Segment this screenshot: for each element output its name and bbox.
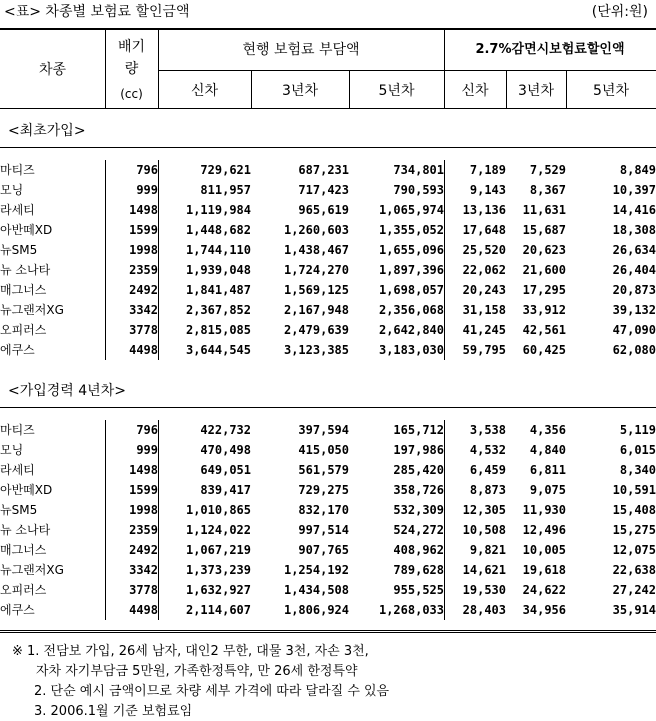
dis-5y-cell: 15,275 (612, 523, 656, 537)
dis-3y-cell: 20,623 (522, 243, 566, 257)
dis-3y-cell: 24,622 (522, 583, 566, 597)
table-row (0, 500, 656, 520)
cur-new-cell: 1,448,682 (185, 223, 251, 237)
table-row (0, 580, 656, 600)
dis-new-cell: 10,508 (462, 523, 506, 537)
dis-5y-cell: 47,090 (612, 323, 656, 337)
dis-5y-cell: 10,397 (612, 183, 656, 197)
dis-5y-cell: 8,340 (619, 463, 656, 477)
dis-new-cell: 17,648 (462, 223, 506, 237)
dis-new-cell: 59,795 (462, 343, 506, 357)
vehicle-cell: 마티즈 (0, 423, 35, 437)
dis-3y-cell: 42,561 (522, 323, 566, 337)
table-row (0, 320, 656, 340)
dis-new-cell: 9,821 (469, 543, 506, 557)
vehicle-cell: 모닝 (0, 183, 24, 197)
header-displacement-2: 량 (124, 61, 139, 77)
table-row (0, 240, 656, 260)
dis-3y-cell: 15,687 (522, 223, 566, 237)
vehicle-cell: 오피러스 (0, 583, 47, 597)
table-row (0, 600, 656, 620)
cc-cell: 2492 (129, 283, 158, 297)
header-sub-cur-5y: 5년차 (378, 83, 415, 99)
dis-5y-cell: 35,914 (612, 603, 656, 617)
cur-3y-cell: 415,050 (298, 443, 349, 457)
footnote-2: 2. 단순 예시 금액이므로 차량 세부 가격에 따라 달라질 수 있음 (34, 684, 390, 699)
cur-3y-cell: 3,123,385 (283, 343, 349, 357)
header-mid-rule (158, 70, 656, 71)
cur-new-cell: 1,632,927 (185, 583, 251, 597)
cur-5y-cell: 955,525 (393, 583, 444, 597)
cc-cell: 1498 (129, 203, 158, 217)
cc-cell: 3778 (129, 583, 158, 597)
header-displacement-unit: (cc) (120, 87, 143, 101)
cc-cell: 796 (136, 423, 158, 437)
dis-5y-cell: 10,591 (612, 483, 656, 497)
cc-cell: 3778 (129, 323, 158, 337)
footnote-1-line2: 자차 자기부담금 5만원, 가족한정특약, 만 26세 한정특약 (36, 664, 358, 679)
header-sub-dis-5y: 5년차 (593, 83, 629, 99)
table-row (0, 420, 656, 440)
dis-3y-cell: 19,618 (522, 563, 566, 577)
dis-3y-cell: 7,529 (529, 163, 566, 177)
dis-5y-cell: 8,849 (619, 163, 656, 177)
vehicle-cell: 라세티 (0, 203, 35, 217)
dis-5y-cell: 26,404 (612, 263, 656, 277)
table-row (0, 340, 656, 360)
table-row (0, 200, 656, 220)
cur-3y-cell: 561,579 (298, 463, 349, 477)
cur-5y-cell: 734,801 (393, 163, 444, 177)
dis-3y-cell: 4,840 (529, 443, 566, 457)
cc-cell: 796 (136, 163, 158, 177)
dis-new-cell: 19,530 (462, 583, 506, 597)
data-table-first (0, 160, 656, 360)
cur-3y-cell: 907,765 (298, 543, 349, 557)
vehicle-cell: 오피러스 (0, 323, 47, 337)
cc-cell: 3342 (129, 563, 158, 577)
cur-3y-cell: 1,806,924 (283, 603, 349, 617)
cur-3y-cell: 1,254,192 (283, 563, 349, 577)
cur-3y-cell: 1,569,125 (283, 283, 349, 297)
cur-5y-cell: 1,698,057 (378, 283, 444, 297)
cc-cell: 1599 (129, 223, 158, 237)
cur-5y-cell: 2,356,068 (378, 303, 444, 317)
dis-5y-cell: 22,638 (612, 563, 656, 577)
table-row (0, 540, 656, 560)
cur-5y-cell: 197,986 (393, 443, 444, 457)
cur-new-cell: 811,957 (200, 183, 251, 197)
dis-5y-cell: 62,080 (612, 343, 656, 357)
cc-cell: 4498 (129, 343, 158, 357)
cur-5y-cell: 1,268,033 (378, 603, 444, 617)
dis-new-cell: 7,189 (469, 163, 506, 177)
table-row (0, 300, 656, 320)
dis-5y-cell: 26,634 (612, 243, 656, 257)
cur-5y-cell: 285,420 (393, 463, 444, 477)
cc-cell: 2359 (129, 523, 158, 537)
dis-new-cell: 41,245 (462, 323, 506, 337)
cur-5y-cell: 408,962 (393, 543, 444, 557)
dis-5y-cell: 20,873 (612, 283, 656, 297)
dis-new-cell: 12,305 (462, 503, 506, 517)
cur-5y-cell: 1,897,396 (378, 263, 444, 277)
vehicle-cell: 매그너스 (0, 283, 47, 297)
dis-new-cell: 13,136 (462, 203, 506, 217)
cur-new-cell: 1,010,865 (185, 503, 251, 517)
cur-new-cell: 839,417 (200, 483, 251, 497)
dis-3y-cell: 17,295 (522, 283, 566, 297)
header-current-group: 현행 보험료 부담액 (242, 42, 360, 58)
dis-5y-cell: 5,119 (619, 423, 656, 437)
cc-cell: 3342 (129, 303, 158, 317)
header-top-rule-double (0, 29, 656, 30)
cur-new-cell: 729,621 (200, 163, 251, 177)
vehicle-cell: 뉴그랜저XG (0, 563, 64, 577)
dis-new-cell: 8,873 (469, 483, 506, 497)
cur-new-cell: 1,373,239 (185, 563, 251, 577)
dis-new-cell: 6,459 (469, 463, 506, 477)
vehicle-cell: 모닝 (0, 443, 24, 457)
dis-new-cell: 4,532 (469, 443, 506, 457)
dis-new-cell: 9,143 (469, 183, 506, 197)
cc-cell: 999 (136, 183, 158, 197)
vehicle-cell: 뉴그랜저XG (0, 303, 64, 317)
vehicle-cell: 뉴 소나타 (0, 523, 51, 537)
header-vehicle: 차종 (38, 62, 67, 78)
cur-new-cell: 1,067,219 (185, 543, 251, 557)
cur-5y-cell: 3,183,030 (378, 343, 444, 357)
cur-5y-cell: 165,712 (393, 423, 444, 437)
dis-new-cell: 31,158 (462, 303, 506, 317)
cur-new-cell: 2,367,852 (185, 303, 251, 317)
table-caption: <표> 차종별 보험료 할인금액 (4, 4, 190, 20)
dis-5y-cell: 39,132 (612, 303, 656, 317)
table-row (0, 260, 656, 280)
table-row (0, 560, 656, 580)
cur-3y-cell: 397,594 (298, 423, 349, 437)
cur-3y-cell: 1,260,603 (283, 223, 349, 237)
cur-new-cell: 1,841,487 (185, 283, 251, 297)
cur-new-cell: 1,939,048 (185, 263, 251, 277)
unit-label: (단위:원) (591, 4, 648, 20)
dis-3y-cell: 10,005 (522, 543, 566, 557)
vehicle-cell: 뉴 소나타 (0, 263, 51, 277)
cc-cell: 1998 (129, 243, 158, 257)
cur-5y-cell: 1,655,096 (378, 243, 444, 257)
cur-3y-cell: 965,619 (298, 203, 349, 217)
cur-new-cell: 3,644,545 (185, 343, 251, 357)
vehicle-cell: 아반떼XD (0, 223, 53, 237)
section-rule (0, 147, 656, 148)
cur-5y-cell: 789,628 (393, 563, 444, 577)
dis-3y-cell: 34,956 (522, 603, 566, 617)
cur-new-cell: 1,744,110 (185, 243, 251, 257)
section-label-first: <최초가입> (8, 123, 86, 139)
dis-new-cell: 3,538 (469, 423, 506, 437)
cur-5y-cell: 358,726 (393, 483, 444, 497)
dis-3y-cell: 12,496 (522, 523, 566, 537)
dis-3y-cell: 11,930 (522, 503, 566, 517)
cur-new-cell: 422,732 (200, 423, 251, 437)
dis-5y-cell: 6,015 (619, 443, 656, 457)
cc-cell: 2359 (129, 263, 158, 277)
cc-cell: 2492 (129, 543, 158, 557)
cur-5y-cell: 790,593 (393, 183, 444, 197)
dis-3y-cell: 6,811 (529, 463, 566, 477)
cc-cell: 1998 (129, 503, 158, 517)
cur-3y-cell: 2,167,948 (283, 303, 349, 317)
cur-3y-cell: 717,423 (298, 183, 349, 197)
cur-3y-cell: 1,724,270 (283, 263, 349, 277)
vehicle-cell: 뉴SM5 (0, 503, 38, 517)
cur-5y-cell: 524,272 (393, 523, 444, 537)
dis-3y-cell: 8,367 (529, 183, 566, 197)
cur-5y-cell: 532,309 (393, 503, 444, 517)
cc-cell: 4498 (129, 603, 158, 617)
table-row (0, 160, 656, 180)
section-label-fourth-year: <가입경력 4년차> (8, 383, 126, 399)
dis-new-cell: 20,243 (462, 283, 506, 297)
dis-3y-cell: 60,425 (522, 343, 566, 357)
dis-new-cell: 22,062 (462, 263, 506, 277)
cur-3y-cell: 832,170 (298, 503, 349, 517)
dis-5y-cell: 12,075 (612, 543, 656, 557)
cur-3y-cell: 1,438,467 (283, 243, 349, 257)
header-displacement-1: 배기 (117, 39, 146, 55)
dis-5y-cell: 14,416 (612, 203, 656, 217)
table-row (0, 460, 656, 480)
header-sub-cur-new: 신차 (190, 83, 219, 99)
vehicle-cell: 뉴SM5 (0, 243, 38, 257)
header-sub-dis-3y: 3년차 (518, 83, 554, 99)
dis-new-cell: 14,621 (462, 563, 506, 577)
vehicle-cell: 마티즈 (0, 163, 35, 177)
table-row (0, 480, 656, 500)
cur-new-cell: 470,498 (200, 443, 251, 457)
cur-3y-cell: 997,514 (298, 523, 349, 537)
cur-3y-cell: 1,434,508 (283, 583, 349, 597)
dis-5y-cell: 18,308 (612, 223, 656, 237)
cc-cell: 1599 (129, 483, 158, 497)
dis-5y-cell: 27,242 (612, 583, 656, 597)
cur-new-cell: 2,114,607 (185, 603, 251, 617)
cc-cell: 999 (136, 443, 158, 457)
vehicle-cell: 매그너스 (0, 543, 47, 557)
table-bottom-rule (0, 630, 656, 631)
cur-3y-cell: 729,275 (298, 483, 349, 497)
cur-3y-cell: 2,479,639 (283, 323, 349, 337)
cur-3y-cell: 687,231 (298, 163, 349, 177)
header-bottom-rule (0, 108, 656, 109)
footnote-1-line1: ※ 1. 전담보 가입, 26세 남자, 대인2 무한, 대물 3천, 자손 3천, (12, 644, 369, 659)
cur-new-cell: 1,124,022 (185, 523, 251, 537)
dis-5y-cell: 15,408 (612, 503, 656, 517)
header-sub-dis-new: 신차 (461, 83, 489, 99)
vehicle-cell: 에쿠스 (0, 603, 35, 617)
cur-new-cell: 1,119,984 (185, 203, 251, 217)
dis-3y-cell: 9,075 (529, 483, 566, 497)
header-sub-cur-3y: 3년차 (282, 83, 318, 99)
cc-cell: 1498 (129, 463, 158, 477)
data-table-fourth-year (0, 420, 656, 620)
cur-5y-cell: 2,642,840 (378, 323, 444, 337)
dis-3y-cell: 11,631 (522, 203, 566, 217)
table-bottom-rule-double (0, 632, 656, 633)
table-row (0, 440, 656, 460)
dis-3y-cell: 21,600 (522, 263, 566, 277)
table-row (0, 220, 656, 240)
section-rule (0, 407, 656, 408)
table-row (0, 280, 656, 300)
table-row (0, 520, 656, 540)
vehicle-cell: 아반떼XD (0, 483, 53, 497)
vehicle-cell: 라세티 (0, 463, 35, 477)
cur-new-cell: 2,815,085 (185, 323, 251, 337)
cur-5y-cell: 1,065,974 (378, 203, 444, 217)
cur-new-cell: 649,051 (200, 463, 251, 477)
dis-3y-cell: 4,356 (529, 423, 566, 437)
vehicle-cell: 에쿠스 (0, 343, 35, 357)
table-row (0, 180, 656, 200)
cur-5y-cell: 1,355,052 (378, 223, 444, 237)
dis-3y-cell: 33,912 (522, 303, 566, 317)
dis-new-cell: 25,520 (462, 243, 506, 257)
footnote-3: 3. 2006.1월 기준 보험료임 (34, 704, 193, 719)
header-discount-group: 2.7%감면시보험료할인액 (475, 42, 625, 57)
dis-new-cell: 28,403 (462, 603, 506, 617)
